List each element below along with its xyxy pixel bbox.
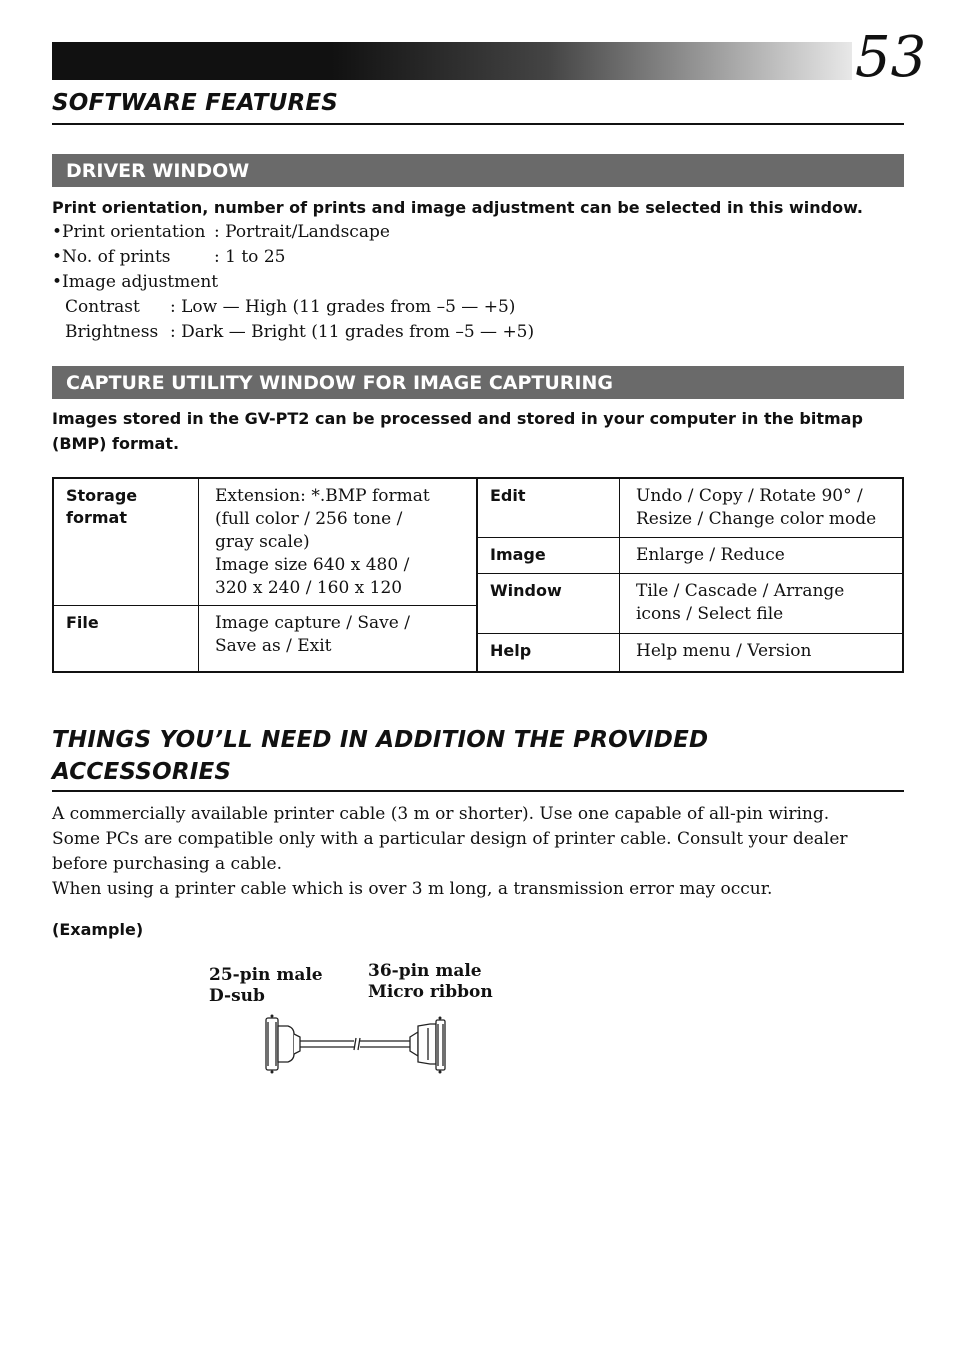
section-title-software-features: SOFTWARE FEATURES xyxy=(52,90,339,116)
item-label: •No. of prints xyxy=(52,247,171,267)
table-key: Window xyxy=(478,574,620,633)
table-key: Storage format xyxy=(54,479,199,605)
item-label: •Print orientation xyxy=(52,222,206,242)
driver-window-content xyxy=(52,195,904,345)
body-line: Some PCs are compatible only with a particular design of printer cable. Consult your dealer xyxy=(52,829,848,849)
item-label: •Image adjustment xyxy=(52,272,219,292)
ribbon-strain-relief xyxy=(410,1032,418,1056)
printer-cable-illustration xyxy=(258,1010,458,1080)
adjustment-label: Brightness xyxy=(65,322,159,342)
item-value: : 1 to 25 xyxy=(214,247,286,267)
table-row xyxy=(478,574,902,634)
body-line: When using a printer cable which is over 3 m long, a transmission error may occur. xyxy=(52,879,773,899)
body-line: before purchasing a cable. xyxy=(52,854,282,874)
table-row xyxy=(478,479,902,538)
section-rule xyxy=(52,123,904,125)
dsub-strain-relief xyxy=(294,1034,300,1054)
list-item xyxy=(52,245,904,270)
table-key: Help xyxy=(478,634,620,671)
subheading-capture-utility: CAPTURE UTILITY WINDOW FOR IMAGE CAPTURING xyxy=(52,366,904,399)
capture-intro-line-2: (BMP) format. xyxy=(52,434,180,453)
adjustment-item xyxy=(52,320,904,345)
adjustment-value: : Low — High (11 grades from –5 — +5) xyxy=(170,297,516,317)
list-item xyxy=(52,220,904,245)
table-right-column xyxy=(478,479,902,671)
capture-utility-table xyxy=(52,477,904,673)
table-value: Extension: *.BMP format (full color / 256 tone / gray scale) Image size 640 x 480 / 320 x 240 / 160 x 120 xyxy=(215,486,430,598)
driver-window-intro: Print orientation, number of prints and image adjustment can be selected in this window. xyxy=(52,198,863,217)
table-row xyxy=(54,479,476,606)
subheading-driver-window: DRIVER WINDOW xyxy=(52,154,904,187)
adjustment-value: : Dark — Bright (11 grades from –5 — +5) xyxy=(170,322,535,342)
example-label: (Example) xyxy=(52,920,144,939)
cable-right xyxy=(360,1041,410,1047)
list-item xyxy=(52,270,904,295)
capture-intro-line-1: Images stored in the GV-PT2 can be processed and stored in your computer in the bitmap xyxy=(52,409,863,428)
table-row xyxy=(478,538,902,574)
adjustment-item xyxy=(52,295,904,320)
adjustment-label: Contrast xyxy=(65,297,140,317)
table-value: Help menu / Version xyxy=(636,641,812,661)
body-line: A commercially available printer cable (3 m or shorter). Use one capable of all-pin wiring. xyxy=(52,804,830,824)
table-key: Image xyxy=(478,538,620,573)
section-title-things-needed-line-1: THINGS YOU’LL NEED IN ADDITION THE PROVIDED xyxy=(52,727,709,753)
header-gradient-bar xyxy=(52,42,852,80)
capture-utility-intro xyxy=(52,406,904,456)
table-value: Undo / Copy / Rotate 90° / Resize / Change color mode xyxy=(636,486,877,529)
ribbon-body xyxy=(418,1024,436,1064)
cable-left xyxy=(300,1041,354,1047)
cable-break xyxy=(354,1038,360,1050)
page-number: 53 xyxy=(855,25,927,90)
connector-right-label: 36-pin male Micro ribbon xyxy=(368,961,493,1002)
table-left-column xyxy=(54,479,478,671)
table-value: Enlarge / Reduce xyxy=(636,545,785,565)
connector-left-label: 25-pin male D-sub xyxy=(209,965,323,1006)
table-value: Image capture / Save / Save as / Exit xyxy=(215,613,410,656)
table-key: File xyxy=(54,606,199,671)
table-row xyxy=(478,634,902,671)
dsub-body xyxy=(278,1026,294,1062)
things-needed-body xyxy=(52,802,912,902)
table-value: Tile / Cascade / Arrange icons / Select file xyxy=(636,581,845,624)
table-key: Edit xyxy=(478,479,620,537)
item-value: : Portrait/Landscape xyxy=(214,222,390,242)
section-title-things-needed-line-2: ACCESSORIES xyxy=(52,759,232,785)
table-row xyxy=(54,606,476,671)
section-rule xyxy=(52,790,904,792)
